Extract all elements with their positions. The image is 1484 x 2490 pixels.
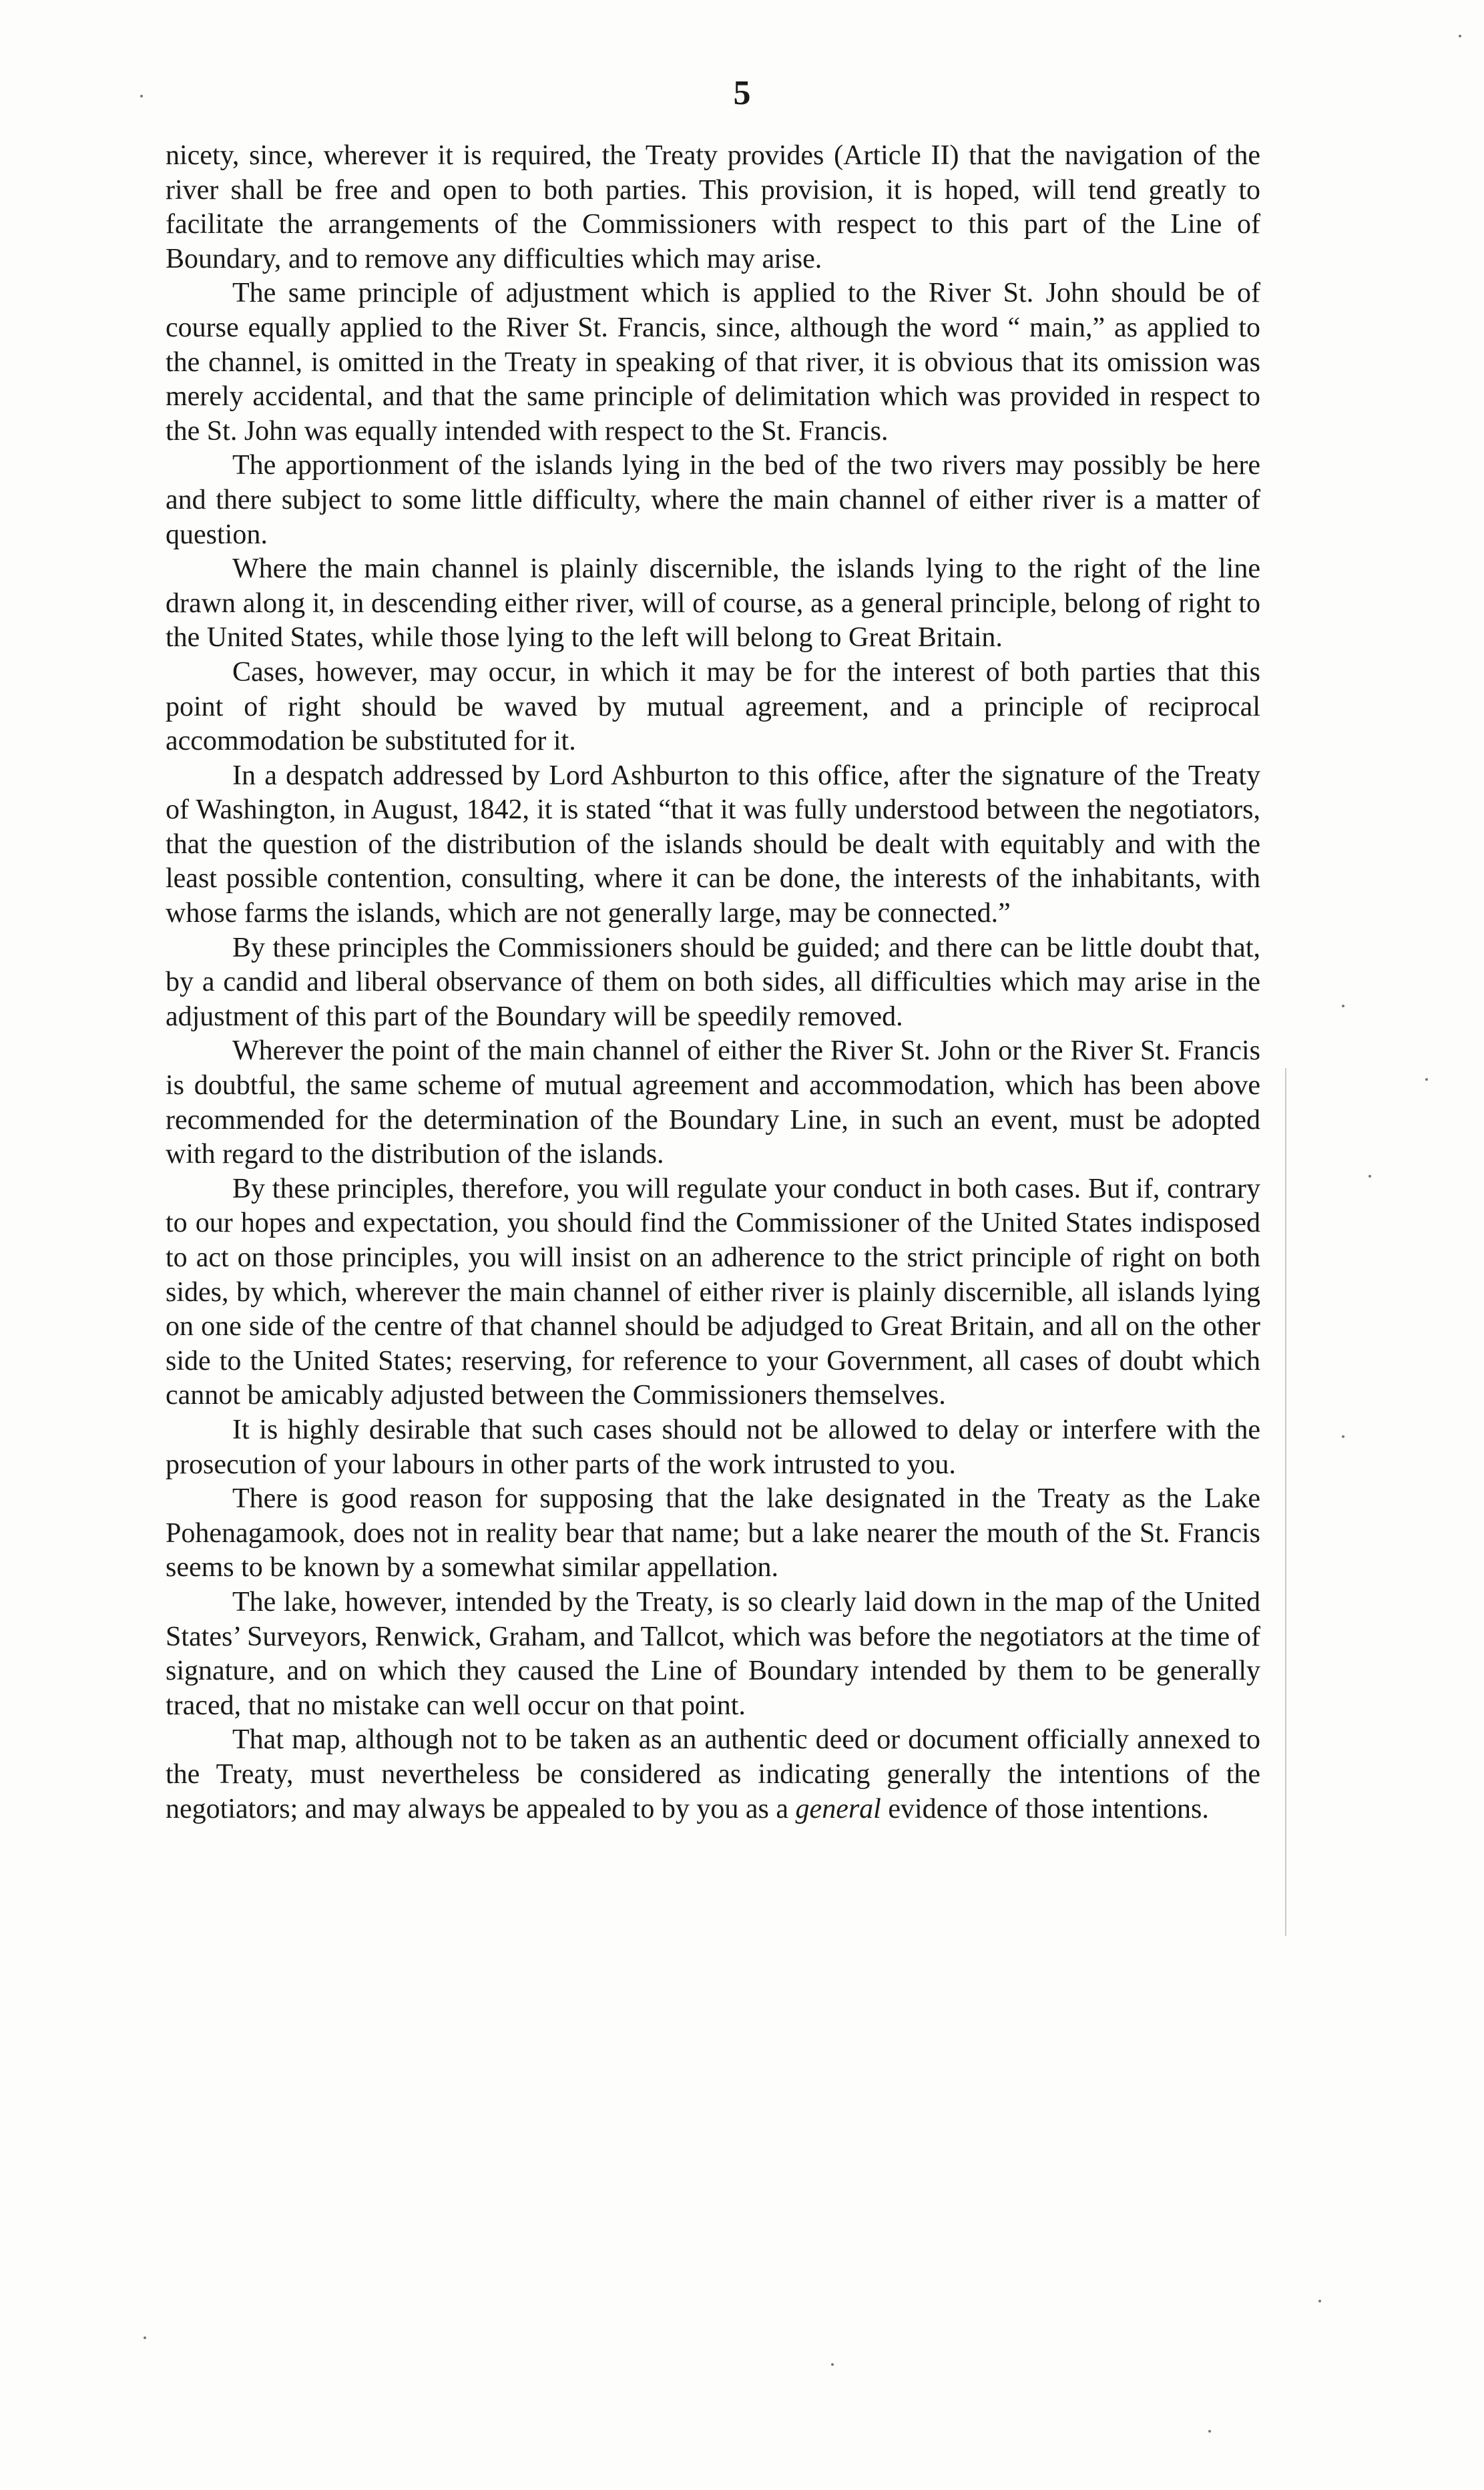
paragraph-6: In a despatch addressed by Lord Ashburton to this office, after the signature of the Treaty of Washington, in August, 1842, it is stated “that it was fully understood between the negotiators, that the question of the distribution of the islands should be dealt with equitably and with the least possible contention, consulting, where it can be done, the interests of the inhabitants, with whose farms the islands, which are not generally large, may be connected.” [166,760,1260,929]
paragraph-2: The same principle of adjustment which is applied to the River St. John should be of course equally applied to the River St. Francis, since, although the word “ main,” as applied to the channel, is omitted in the Treaty in speaking of that river, it is obvious that its omission was merely accidental, and that the same principle of delimitation which was provided in respect to the St. John was equally intended with respect to the St. Francis. [166,278,1260,447]
paragraph-13-text-b: evidence of those intentions. [881,1793,1209,1824]
paragraph-4: Where the main channel is plainly discernible, the islands lying to the right of the line drawn along it, in descending either river, will of course, as a general principle, belong of right to the United States, while those lying to the left will belong to Great Britain. [166,553,1260,654]
scan-speck [1318,2300,1321,2302]
scan-speck [831,2363,834,2366]
paragraph-10: It is highly desirable that such cases should not be allowed to delay or interfere with the prosecution of your labours in other parts of the work intrusted to you. [166,1414,1260,1480]
page-number: 5 [733,74,751,112]
paragraph-3: The apportionment of the islands lying in the bed of the two rivers may possibly be here and there subject to some little difficulty, where the main channel of either river is a matter of question. [166,450,1260,550]
paragraph-12: The lake, however, intended by the Treaty, is so clearly laid down in the map of the United States’ Surveyors, Renwick, Graham, and Tallcot, which was before the negotiators at the time of signature, and on which they caused the Line of Boundary intended by them to be generally traced, that no mistake can well occur on that point. [166,1586,1260,1721]
scan-speck [1342,1005,1344,1007]
scan-speck [1459,35,1461,37]
paragraph-8: Wherever the point of the main channel of either the River St. John or the River St. Francis is doubtful, the same scheme of mutual agreement and accommodation, which has been above recommended for the determination of the Boundary Line, in such an event, must be adopted with regard to the distribution of the islands. [166,1035,1260,1170]
scan-speck [144,2336,146,2339]
paragraph-13-italic: general [795,1793,881,1824]
scan-speck [1208,2430,1211,2433]
scan-speck [140,95,143,97]
paragraph-7: By these principles the Commissioners should be guided; and there can be little doubt that, by a candid and liberal observance of them on both sides, all difficulties which may arise in the adjustment of this part of the Boundary will be speedily removed. [166,932,1260,1032]
scan-margin-line [1285,1068,1286,1936]
scan-speck [1425,1078,1428,1081]
scan-speck [1369,1175,1371,1178]
paragraph-11: There is good reason for supposing that the lake designated in the Treaty as the Lake Pohenagamook, does not in reality bear that name; but a lake nearer the mouth of the St. Francis seems to be known by a somewhat similar appellation. [166,1483,1260,1583]
paragraph-13 [166,1723,1260,1826]
paragraph-9: By these principles, therefore, you will regulate your conduct in both cases. But if, contrary to our hopes and expectation, you should find the Commissioner of the United States indisposed to act on those principles, you will insist on an adherence to the strict principle of right on both sides, by which, wherever the main channel of either river is plainly discernible, all islands lying on one side of the centre of that channel should be adjudged to Great Britain, and all on the other side to the United States; reserving, for reference to your Government, all cases of doubt which cannot be amicably adjusted between the Commissioners themselves. [166,1173,1260,1411]
body-text [166,139,1260,1826]
paragraph-13-text-a: That map, although not to be taken as an authentic deed or document officially annexed to the Treaty, must nevertheless be considered as indicating generally the intentions of the negotiators; and may always be appealed to by you as a [166,1724,1260,1824]
paragraph-1: nicety, since, wherever it is required, the Treaty provides (Article II) that the navigation of the river shall be free and open to both parties. This provision, it is hoped, will tend greatly to facilitate the arrangements of the Commissioners with respect to this part of the Line of Boundary, and to remove any difficulties which may arise. [166,140,1260,274]
paragraph-5: Cases, however, may occur, in which it may be for the interest of both parties that this point of right should be waved by mutual agreement, and a principle of reciprocal accommodation be substituted for it. [166,656,1260,757]
scan-speck [1342,1435,1344,1438]
